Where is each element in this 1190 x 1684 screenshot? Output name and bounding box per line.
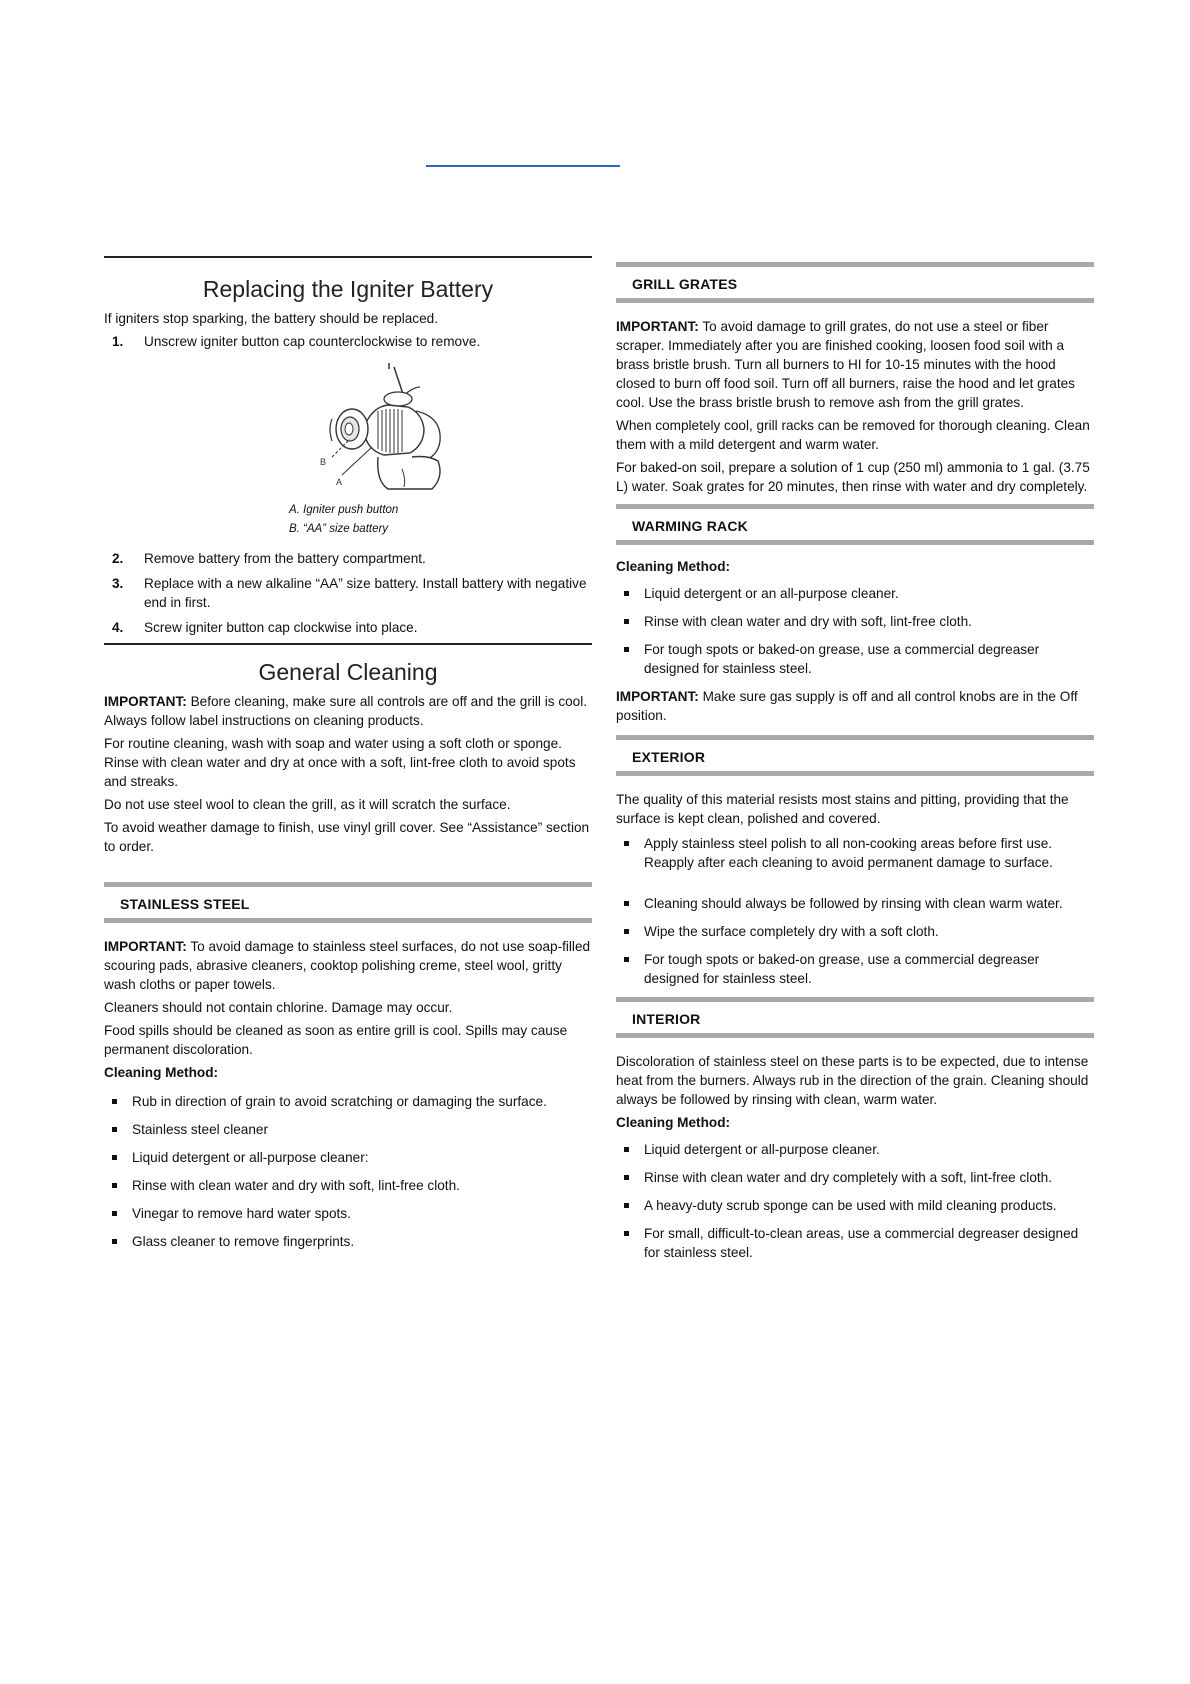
bullet-text: Rinse with clean water and dry completely with a soft, lint-free cloth. — [644, 1170, 1052, 1185]
bullet-text: Stainless steel cleaner — [132, 1122, 269, 1137]
bullet-square-icon — [104, 1176, 132, 1195]
important-label: IMPORTANT: — [104, 694, 187, 709]
stainless-steel-label: STAINLESS STEEL — [120, 896, 250, 912]
bullet-item — [616, 1140, 1094, 1159]
grates-important — [616, 317, 1094, 412]
bullet-square-icon — [104, 1092, 132, 1111]
bullet-text: Glass cleaner to remove fingerprints. — [132, 1234, 355, 1249]
bullet-item — [616, 1168, 1094, 1187]
interior-bullets — [616, 1140, 1094, 1262]
bullet-item — [104, 1092, 592, 1111]
step-text: Unscrew igniter button cap counterclockwise to remove. — [144, 334, 481, 349]
warming-rack-label: WARMING RACK — [632, 518, 748, 534]
exterior-label: EXTERIOR — [632, 749, 706, 765]
stainless-spills: Food spills should be cleaned as soon as entire grill is cool. Spills may cause permanent discoloration. — [104, 1023, 568, 1057]
step-number: 2. — [112, 551, 124, 566]
battery-intro: If igniters stop sparking, the battery should be replaced. — [104, 311, 438, 326]
warming-important — [616, 687, 1094, 725]
right-column — [616, 256, 1094, 1271]
bullet-square-icon — [616, 894, 644, 913]
warming-method-label: Cleaning Method: — [616, 559, 731, 574]
stainless-important — [104, 937, 592, 994]
bullet-item — [616, 1196, 1094, 1215]
warming-rack-header — [616, 504, 1094, 545]
general-important-text: Before cleaning, make sure all controls are off and the grill is cool. Always follow label instructions on cleaning products. — [104, 694, 588, 728]
bullet-item — [616, 612, 1094, 631]
stainless-method-label: Cleaning Method: — [104, 1065, 219, 1080]
battery-steps-part1 — [104, 332, 592, 351]
bullet-square-icon — [616, 612, 644, 631]
bullet-square-icon — [104, 1120, 132, 1139]
bullet-square-icon — [616, 584, 644, 603]
interior-label: INTERIOR — [632, 1011, 701, 1027]
bullet-item — [104, 1232, 592, 1251]
general-routine: For routine cleaning, wash with soap and water using a soft cloth or sponge. Rinse with clean water and dry at once with a soft, lint-free cloth to avoid spots and streaks. — [104, 736, 576, 789]
bullet-item — [104, 1176, 592, 1195]
important-label: IMPORTANT: — [104, 939, 187, 954]
bullet-text: A heavy-duty scrub sponge can be used with mild cleaning products. — [644, 1198, 1057, 1213]
bullet-item — [616, 834, 1094, 872]
caption-b: B. “AA” size battery — [289, 523, 389, 535]
figure-label-a: A — [336, 477, 343, 487]
bullet-item — [616, 584, 1094, 603]
stainless-chlorine: Cleaners should not contain chlorine. Damage may occur. — [104, 1000, 453, 1015]
general-cleaning-title: General Cleaning — [258, 659, 438, 685]
step-number: 4. — [112, 620, 124, 635]
stainless-important-text: To avoid damage to stainless steel surfaces, do not use soap-filled scouring pads, abrasive cleaners, cooktop polishing creme, steel wool, gritty wash cloths or paper towels. — [104, 939, 591, 992]
stainless-bullets — [104, 1092, 592, 1251]
grill-grates-header — [616, 262, 1094, 303]
bullet-text: For tough spots or baked-on grease, use a commercial degreaser designed for stainless steel. — [644, 642, 1040, 676]
left-column — [104, 256, 592, 1260]
section-divider — [104, 256, 592, 258]
general-weather: To avoid weather damage to finish, use vinyl grill cover. See “Assistance” section to order. — [104, 820, 590, 854]
bullet-text: Rub in direction of grain to avoid scratching or damaging the surface. — [132, 1094, 547, 1109]
battery-section-title: Replacing the Igniter Battery — [202, 276, 494, 302]
section-divider — [104, 643, 592, 645]
interior-intro: Discoloration of stainless steel on these parts is to be expected, due to intense heat from the burners. Always rub in the direction of the grain. Cleaning should always be followed by rinsing with clean, warm water. — [616, 1054, 1089, 1107]
igniter-figure — [292, 357, 462, 497]
bullet-square-icon — [616, 1168, 644, 1187]
grill-grates-label: GRILL GRATES — [632, 276, 738, 292]
bullet-text: For tough spots or baked-on grease, use a commercial degreaser designed for stainless steel. — [644, 952, 1040, 986]
general-steel-wool: Do not use steel wool to clean the grill, as it will scratch the surface. — [104, 797, 511, 812]
bullet-text: Apply stainless steel polish to all non-cooking areas before first use. Reapply after each cleaning to avoid permanent damage to surface. — [644, 836, 1053, 870]
figure-label-b: B — [320, 457, 327, 467]
bullet-square-icon — [616, 640, 644, 678]
bullet-text: Liquid detergent or all-purpose cleaner. — [644, 1142, 880, 1157]
bullet-item — [104, 1120, 592, 1139]
grates-cool: When completely cool, grill racks can be removed for thorough cleaning. Clean them with a mild detergent and warm water. — [616, 418, 1090, 452]
bullet-text: Rinse with clean water and dry with soft, lint-free cloth. — [644, 614, 972, 629]
bullet-item — [104, 1148, 592, 1167]
general-important — [104, 692, 592, 730]
bullet-item — [616, 894, 1094, 913]
bullet-item — [616, 950, 1094, 988]
bullet-square-icon — [616, 1140, 644, 1159]
caption-a: A. Igniter push button — [289, 504, 399, 516]
bullet-square-icon — [104, 1148, 132, 1167]
step-text: Screw igniter button cap clockwise into place. — [144, 620, 418, 635]
bullet-square-icon — [104, 1204, 132, 1223]
bullet-item — [616, 922, 1094, 941]
step-item — [104, 574, 592, 612]
bullet-square-icon — [616, 1224, 644, 1262]
step-item — [104, 618, 592, 637]
exterior-header — [616, 735, 1094, 776]
bullet-item — [616, 1224, 1094, 1262]
bullet-item — [104, 1204, 592, 1223]
bullet-text: Liquid detergent or all-purpose cleaner: — [132, 1150, 369, 1165]
important-label: IMPORTANT: — [616, 319, 699, 334]
step-item — [104, 549, 592, 568]
step-text: Replace with a new alkaline “AA” size battery. Install battery with negative end in first. — [144, 576, 587, 610]
bullet-text: Rinse with clean water and dry with soft, lint-free cloth. — [132, 1178, 460, 1193]
warming-important-text: Make sure gas supply is off and all control knobs are in the Off position. — [616, 689, 1078, 723]
bullet-item — [616, 640, 1094, 678]
bullet-text: Vinegar to remove hard water spots. — [132, 1206, 351, 1221]
top-link-underline[interactable] — [426, 165, 620, 167]
stainless-steel-header — [104, 882, 592, 923]
bullet-square-icon — [616, 922, 644, 941]
step-item — [104, 332, 592, 351]
bullet-square-icon — [616, 950, 644, 988]
interior-method-label: Cleaning Method: — [616, 1115, 731, 1130]
step-number: 1. — [112, 334, 124, 349]
bullet-square-icon — [104, 1232, 132, 1251]
exterior-bullets-part1 — [616, 834, 1094, 872]
grates-baked: For baked-on soil, prepare a solution of 1 cup (250 ml) ammonia to 1 gal. (3.75 L) water. Soak grates for 20 minutes, then rinse with water and dry completely. — [616, 460, 1090, 494]
bullet-text: Liquid detergent or an all-purpose cleaner. — [644, 586, 899, 601]
bullet-text: Cleaning should always be followed by rinsing with clean warm water. — [644, 896, 1063, 911]
step-text: Remove battery from the battery compartment. — [144, 551, 426, 566]
bullet-text: Wipe the surface completely dry with a soft cloth. — [644, 924, 939, 939]
important-label: IMPORTANT: — [616, 689, 699, 704]
figure-captions — [104, 501, 592, 539]
step-number: 3. — [112, 576, 124, 591]
bullet-text: For small, difficult-to-clean areas, use a commercial degreaser designed for stainless steel. — [644, 1226, 1079, 1260]
bullet-square-icon — [616, 1196, 644, 1215]
interior-header — [616, 997, 1094, 1038]
warming-bullets — [616, 584, 1094, 678]
grates-important-text: To avoid damage to grill grates, do not use a steel or fiber scraper. Immediately after you are finished cooking, loosen food soil with a brass bristle brush. Turn all burners to HI for 10-15 minutes with the hood closed to burn off food soil. Turn off all burners, raise the hood and let grates cool. Use the brass bristle brush to remove ash from the grill grates. — [616, 319, 1075, 410]
igniter-button-illustration — [292, 357, 462, 497]
bullet-square-icon — [616, 834, 644, 872]
exterior-bullets-part2 — [616, 894, 1094, 988]
battery-steps-part2 — [104, 549, 592, 637]
exterior-intro: The quality of this material resists most stains and pitting, providing that the surface is kept clean, polished and covered. — [616, 792, 1069, 826]
